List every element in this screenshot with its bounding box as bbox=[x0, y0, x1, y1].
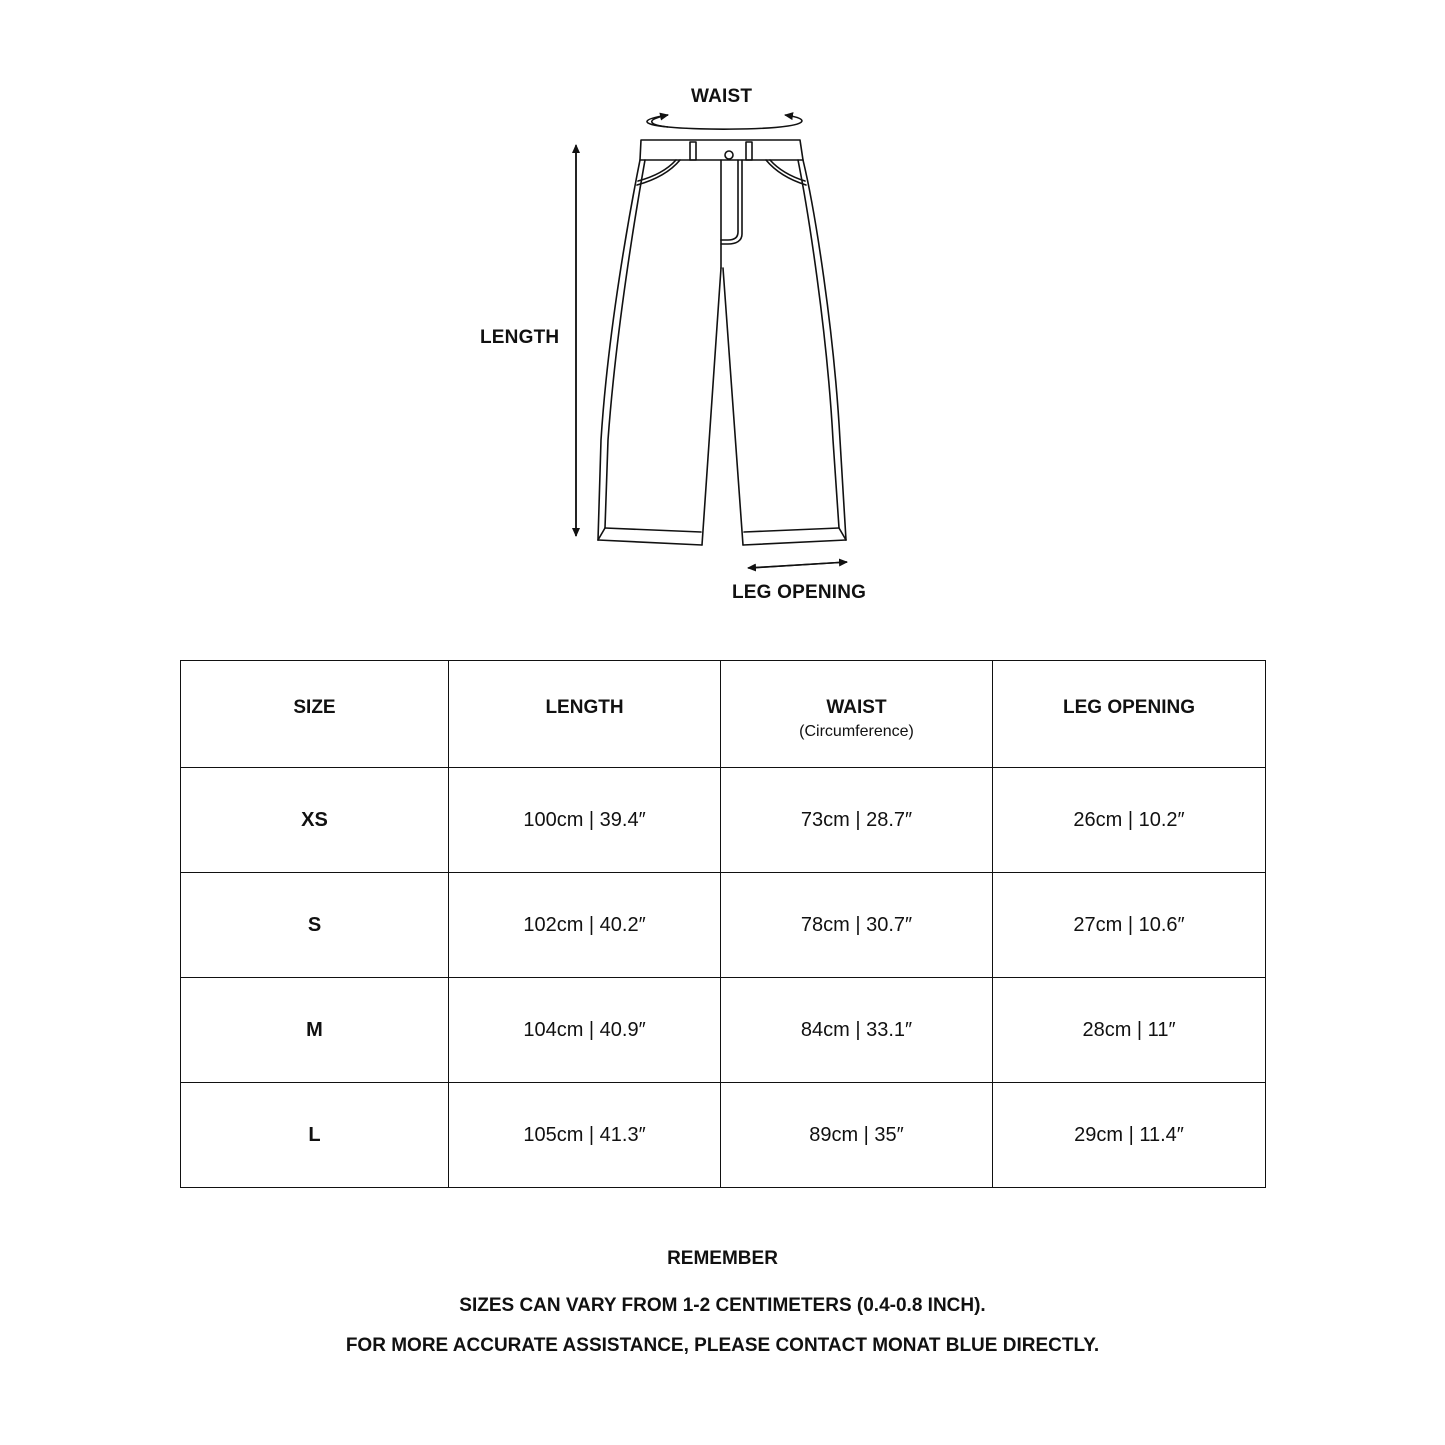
length-cell: 105cm | 41.3″ bbox=[449, 1083, 721, 1188]
size-cell: M bbox=[181, 978, 449, 1083]
waist-cell: 84cm | 33.1″ bbox=[721, 978, 993, 1083]
length-cell: 100cm | 39.4″ bbox=[449, 768, 721, 873]
waist-cell: 73cm | 28.7″ bbox=[721, 768, 993, 873]
waist-arrow-icon bbox=[647, 115, 802, 129]
size-cell: XS bbox=[181, 768, 449, 873]
waist-label: WAIST bbox=[691, 86, 753, 107]
leg-opening-cell: 26cm | 10.2″ bbox=[993, 768, 1266, 873]
notes-heading: REMEMBER bbox=[667, 1248, 778, 1269]
table-row bbox=[181, 873, 1266, 978]
length-cell: 104cm | 40.9″ bbox=[449, 978, 721, 1083]
header-size: SIZE bbox=[181, 661, 449, 768]
size-cell: S bbox=[181, 873, 449, 978]
leg-opening-cell: 29cm | 11.4″ bbox=[993, 1083, 1266, 1188]
length-cell: 102cm | 40.2″ bbox=[449, 873, 721, 978]
leg-opening-cell: 27cm | 10.6″ bbox=[993, 873, 1266, 978]
size-chart-table bbox=[180, 660, 1266, 1188]
table-row bbox=[181, 768, 1266, 873]
leg-opening-arrow-icon bbox=[748, 562, 847, 568]
length-label: LENGTH bbox=[480, 327, 560, 348]
table-row bbox=[181, 978, 1266, 1083]
header-waist: WAIST (Circumference) bbox=[721, 661, 993, 768]
table-row bbox=[181, 1083, 1266, 1188]
notes-line-1: SIZES CAN VARY FROM 1-2 CENTIMETERS (0.4-0.8 INCH). bbox=[459, 1295, 986, 1316]
measurement-diagram bbox=[0, 0, 1445, 640]
waist-cell: 78cm | 30.7″ bbox=[721, 873, 993, 978]
table-header-row bbox=[181, 661, 1266, 768]
header-leg-opening: LEG OPENING bbox=[993, 661, 1266, 768]
header-length: LENGTH bbox=[449, 661, 721, 768]
header-waist-sub: (Circumference) bbox=[799, 723, 914, 740]
notes-line-2: FOR MORE ACCURATE ASSISTANCE, PLEASE CONTACT MONAT BLUE DIRECTLY. bbox=[345, 1335, 1100, 1356]
size-cell: L bbox=[181, 1083, 449, 1188]
leg-opening-cell: 28cm | 11″ bbox=[993, 978, 1266, 1083]
leg-opening-label: LEG OPENING bbox=[732, 582, 867, 603]
waist-cell: 89cm | 35″ bbox=[721, 1083, 993, 1188]
